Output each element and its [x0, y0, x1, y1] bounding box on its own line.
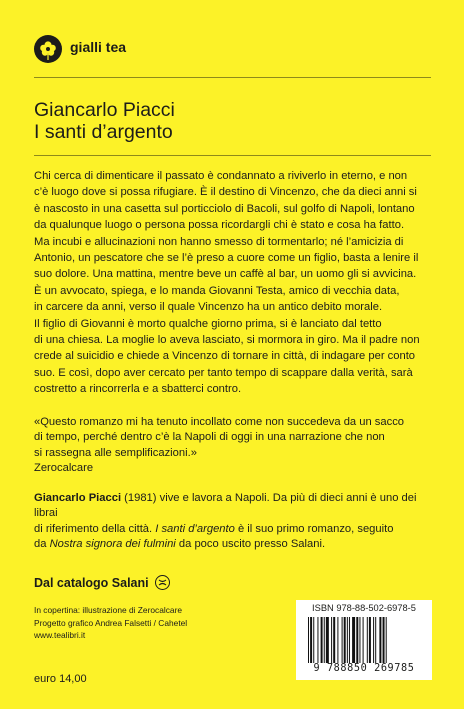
catalog-text: Dal catalogo Salani	[34, 575, 149, 590]
bio-author-name: Giancarlo Piacci	[34, 492, 122, 504]
barcode-digits: 9 788850 269785	[313, 663, 415, 674]
bio-text: è il suo primo romanzo, seguito	[234, 522, 394, 535]
bio-text: da	[34, 537, 50, 550]
bio-book-title: I santi d’argento	[155, 522, 235, 535]
salani-logo-icon	[155, 575, 170, 590]
blurb-line: c’è luogo dove si possa rifugiare. È il destino di Vincenzo, che da dieci anni si	[34, 186, 417, 199]
bio-text: da poco uscito presso Salani.	[175, 537, 326, 550]
barcode-icon	[304, 617, 424, 663]
series-name: gialli tea	[70, 39, 127, 55]
price: euro 14,00	[34, 673, 87, 685]
book-title: I santi d’argento	[34, 121, 173, 143]
quote-line: «Questo romanzo mi ha tenuto incollato come non succedeva da un sacco	[34, 416, 405, 428]
blurb-line: da qualunque luogo o persona possa ricordargli chi è stato e cosa ha fatto.	[34, 219, 405, 232]
flower-icon	[34, 35, 62, 63]
blurb-line: crede al suicidio e chiede a Vincenzo di tornare in città, di indagare per conto	[34, 350, 416, 363]
quote-line: di tempo, perché dentro c’è la Napoli di oggi in una narrazione che non	[34, 431, 385, 444]
author-name: Giancarlo Piacci	[34, 99, 175, 121]
quote-line: si rassegna alle semplificazioni.»	[34, 446, 197, 459]
blurb	[34, 168, 434, 398]
barcode-box	[296, 600, 432, 680]
blurb-line: Ma incubi e allucinazioni non hanno smesso di tormentarlo; né l’amicizia di	[34, 235, 404, 248]
blurb-line: Il figlio di Giovanni è morto qualche giorno prima, si è lanciato dal tetto	[34, 317, 382, 330]
blurb-line: Antonio, un pescatore che se l’è preso a cuore come un figlio, basta a lenire il	[34, 252, 419, 265]
review-quote	[34, 415, 434, 476]
blurb-line: di una chiesa. La moglie lo aveva lasciato, si mormora in giro. Ma il padre non	[34, 334, 420, 347]
blurb-line: costretto a rincorrerla e a sbatterci contro.	[34, 383, 242, 396]
website-link: www.tealibri.it	[34, 630, 86, 641]
credits	[34, 604, 187, 642]
blurb-line: in carcere da anni, verso il quale Vincenzo ha un antico debito morale.	[34, 301, 383, 314]
tea-logo-icon	[34, 35, 62, 63]
credit-line: Progetto grafico Andrea Falsetti / Cahetel	[34, 617, 188, 628]
bio-text: (1981) vive e lavora a Napoli. Da più di dieci anni è uno dei librai	[34, 492, 417, 520]
author-bio	[34, 491, 434, 552]
bio-text: di riferimento della città.	[34, 522, 156, 535]
bio-book-title: Nostra signora dei fulmini	[49, 537, 176, 550]
top-divider	[34, 77, 431, 78]
credit-line: In copertina: illustrazione di Zerocalcare	[34, 605, 183, 615]
blurb-line: Chi cerca di dimenticare il passato è condannato a riviverlo in eterno, e non	[34, 170, 408, 182]
blurb-line: È un avvocato, spiega, e lo manda Giovanni Testa, amico di vecchia data,	[34, 284, 400, 297]
title-divider	[34, 155, 431, 156]
blurb-line: suo. E così, dopo aver cercato per tanto tempo di scappare dalla verità, sarà	[34, 366, 413, 379]
blurb-line: è nascosto in una casetta sul porticciolo di Bacoli, sul golfo di Napoli, lontano	[34, 202, 415, 215]
isbn-text: ISBN 978-88-502-6978-5	[312, 603, 416, 613]
quote-source: Zerocalcare	[34, 461, 94, 474]
blurb-line: suo dolore. Una mattina, mentre beve un caffè al bar, un uomo gli si avvicina.	[34, 268, 417, 281]
catalog-label	[34, 575, 170, 590]
